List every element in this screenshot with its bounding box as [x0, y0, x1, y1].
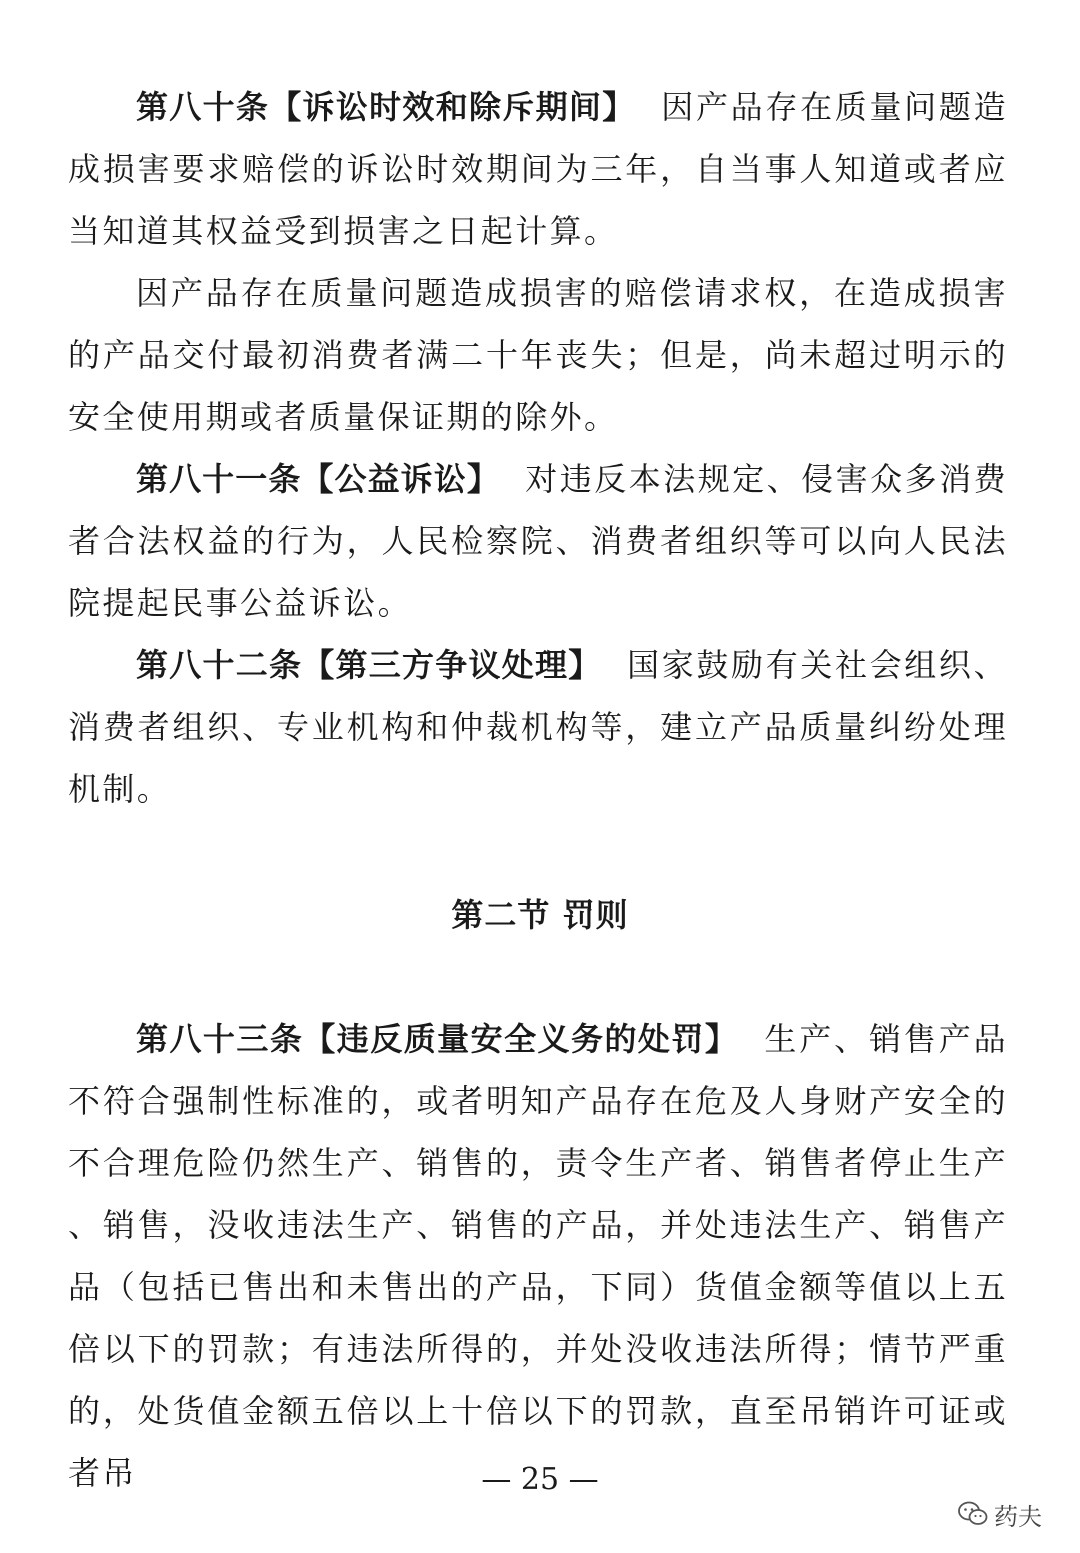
watermark-text: 药夫 — [994, 1502, 1042, 1531]
section-title: 第二节 罚则 — [451, 896, 629, 934]
article-81-text: 对违反本法规定、侵害众多消费者合法权益的行为，人民检察院、消费者组织等可以向人民法院提起民事公益诉讼。 — [68, 460, 1008, 622]
article-80-text: 因产品存在质量问题造成损害要求赔偿的诉讼时效期间为三年，自当事人知道或者应当知道其权益受到损害之日起计算。 — [68, 88, 1008, 250]
article-80-text-2: 因产品存在质量问题造成损害的赔偿请求权，在造成损害的产品交付最初消费者满二十年丧失；但是，尚未超过明示的安全使用期或者质量保证期的除外。 — [68, 274, 1008, 436]
article-83-paragraph — [68, 1008, 1008, 1504]
page-number: — 25 — — [481, 1462, 599, 1497]
article-80-paragraph-2 — [68, 262, 1008, 448]
wechat-icon — [958, 1501, 988, 1527]
article-81-heading: 第八十一条【公益诉讼】 — [136, 460, 500, 498]
article-80-heading: 第八十条【诉讼时效和除斥期间】 — [136, 88, 636, 126]
article-83-text: 生产、销售产品不符合强制性标准的，或者明知产品存在危及人身财产安全的不合理危险仍然生产、销售的，责令生产者、销售者停止生产、销售，没收违法生产、销售的产品，并处违法生产、销售产品（包括已售出和未售出的产品，下同）货值金额等值以上五倍以下的罚款；有违法所得的，并处没收违法所得；情节严重的，处货值金额五倍以上十倍以下的罚款，直至吊销许可证或者吊 — [68, 1020, 1008, 1492]
article-82-paragraph — [68, 634, 1008, 820]
article-83-heading: 第八十三条【违反质量安全义务的处罚】 — [136, 1020, 739, 1058]
article-82-text: 国家鼓励有关社会组织、消费者组织、专业机构和仲裁机构等，建立产品质量纠纷处理机制。 — [68, 646, 1008, 808]
article-80-paragraph — [68, 76, 1008, 262]
watermark — [958, 1494, 1042, 1534]
article-82-heading: 第八十二条【第三方争议处理】 — [136, 646, 602, 684]
article-81-paragraph — [68, 448, 1008, 634]
